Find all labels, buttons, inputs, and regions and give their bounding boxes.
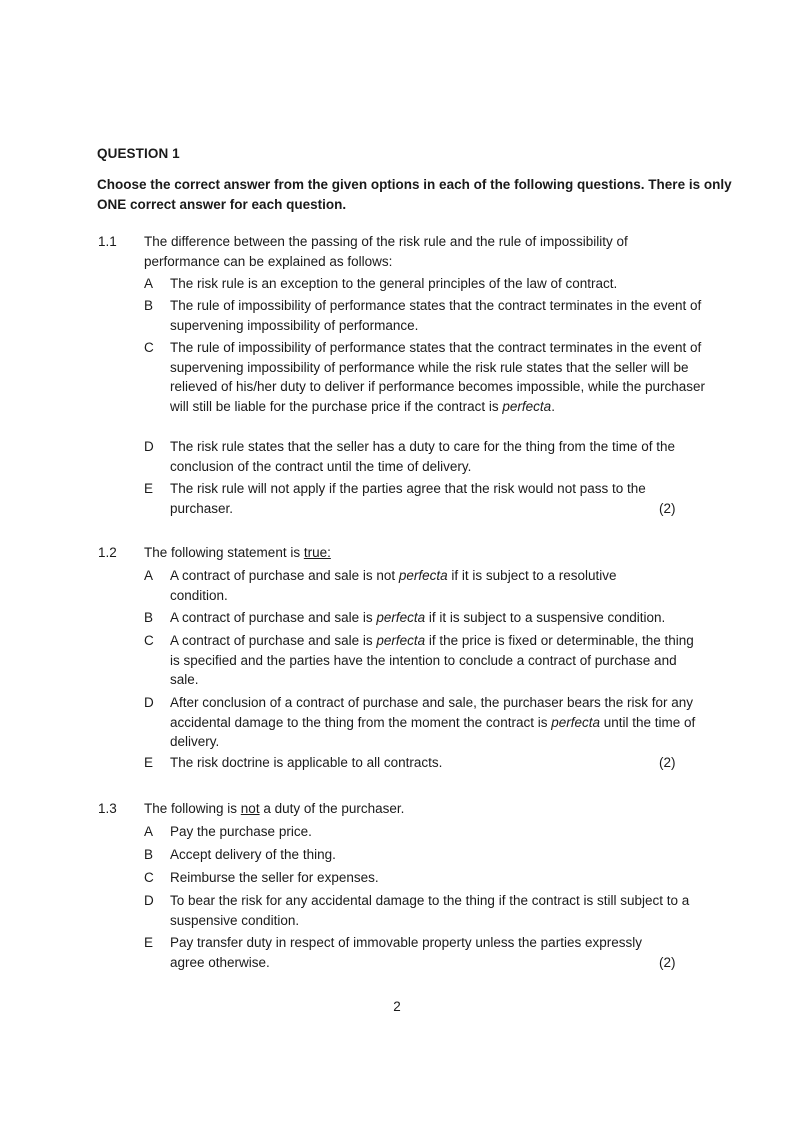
question-number: 1.3 xyxy=(98,801,117,816)
option-text-part: A contract of purchase and sale is xyxy=(170,633,377,648)
question-number: 1.1 xyxy=(98,234,117,249)
option-text: The rule of impossibility of performance states that the contract terminates in the event of supervening impossibility of performance. xyxy=(170,298,702,333)
option-text: The risk rule states that the seller has a duty to care for the thing from the time of the conclusion of the contract until the time of delivery. xyxy=(170,439,675,474)
marks: (2) xyxy=(659,501,676,516)
question-stem xyxy=(144,543,704,563)
page-number: 2 xyxy=(393,999,401,1014)
instructions: Choose the correct answer from the given options in each of the following questions. There is only ONE correct answer for each question. xyxy=(97,177,732,212)
option-letter: E xyxy=(144,935,154,950)
question-stem-underlined: true: xyxy=(303,545,331,560)
option-letter: A xyxy=(144,276,154,291)
question-heading: QUESTION 1 xyxy=(97,146,180,161)
question-stem-part: The following statement is xyxy=(144,545,304,560)
question-stem xyxy=(144,799,704,819)
option-text: Pay transfer duty in respect of immovable property unless the parties expressly agree otherwise. xyxy=(170,935,642,970)
option-letter: C xyxy=(144,340,154,355)
question-stem-underlined: not xyxy=(240,801,260,816)
option-text-part: until the time of delivery. xyxy=(170,714,696,749)
option-text-part: . xyxy=(551,398,555,414)
option-text: The risk doctrine is applicable to all contracts. xyxy=(170,755,443,770)
question-number: 1.2 xyxy=(98,545,117,560)
option-letter: D xyxy=(144,695,154,710)
option-text xyxy=(170,338,705,416)
marks: (2) xyxy=(659,955,676,970)
option-text xyxy=(170,608,705,628)
option-text-part: A contract of purchase and sale is not xyxy=(170,568,399,583)
option-text xyxy=(170,631,705,690)
option-text: The risk rule is an exception to the general principles of the law of contract. xyxy=(170,276,618,291)
option-text-part: The rule of impossibility of performance states that the contract terminates in the event of supervening impossibility of performance while the risk rule states that the seller will be relieved of his/her duty to deliver if performance becomes impossible, while the purchaser will still be liable for the purchase price if the contract is xyxy=(170,340,706,414)
option-text: To bear the risk for any accidental damage to the thing if the contract is still subject to a suspensive condition. xyxy=(170,893,690,928)
option-text: Accept delivery of the thing. xyxy=(170,847,336,862)
option-letter: A xyxy=(144,568,154,583)
option-text xyxy=(170,566,660,605)
option-letter: D xyxy=(144,893,154,908)
option-text: Reimburse the seller for expenses. xyxy=(170,870,379,885)
marks: (2) xyxy=(659,755,676,770)
option-text-part: After conclusion of a contract of purchase and sale, the purchaser bears the risk for any accidental damage to the thing from the moment the contract is xyxy=(170,695,694,730)
option-text-part: if it is subject to a resolutive condition. xyxy=(170,568,617,603)
option-letter: E xyxy=(144,481,154,496)
option-letter: E xyxy=(144,755,154,770)
option-text-italic: perfecta xyxy=(398,568,448,583)
option-letter: B xyxy=(144,298,154,313)
option-letter: B xyxy=(144,610,154,625)
option-letter: B xyxy=(144,847,154,862)
option-letter: C xyxy=(144,870,154,885)
option-text-italic: perfecta xyxy=(502,398,552,414)
option-text-part: A contract of purchase and sale is xyxy=(170,610,377,625)
option-text-italic: perfecta xyxy=(376,633,426,648)
option-text: Pay the purchase price. xyxy=(170,824,312,839)
question-stem-part: The following is xyxy=(144,801,241,816)
question-stem: The difference between the passing of the risk rule and the rule of impossibility of performance can be explained as follows: xyxy=(144,234,628,269)
option-text: The risk rule will not apply if the parties agree that the risk would not pass to the purchaser. xyxy=(170,481,646,516)
option-text-italic: perfecta xyxy=(551,714,600,730)
option-text-part: if it is subject to a suspensive condition. xyxy=(425,610,666,625)
option-letter: C xyxy=(144,633,154,648)
option-text-italic: perfecta xyxy=(376,610,426,625)
option-text-part: if the price is fixed or determinable, the thing is specified and the parties have the intention to conclude a contract of purchase and sale. xyxy=(170,633,694,687)
option-text xyxy=(170,693,705,752)
option-letter: D xyxy=(144,439,154,454)
option-letter: A xyxy=(144,824,154,839)
question-stem-part: a duty of the purchaser. xyxy=(259,801,405,816)
